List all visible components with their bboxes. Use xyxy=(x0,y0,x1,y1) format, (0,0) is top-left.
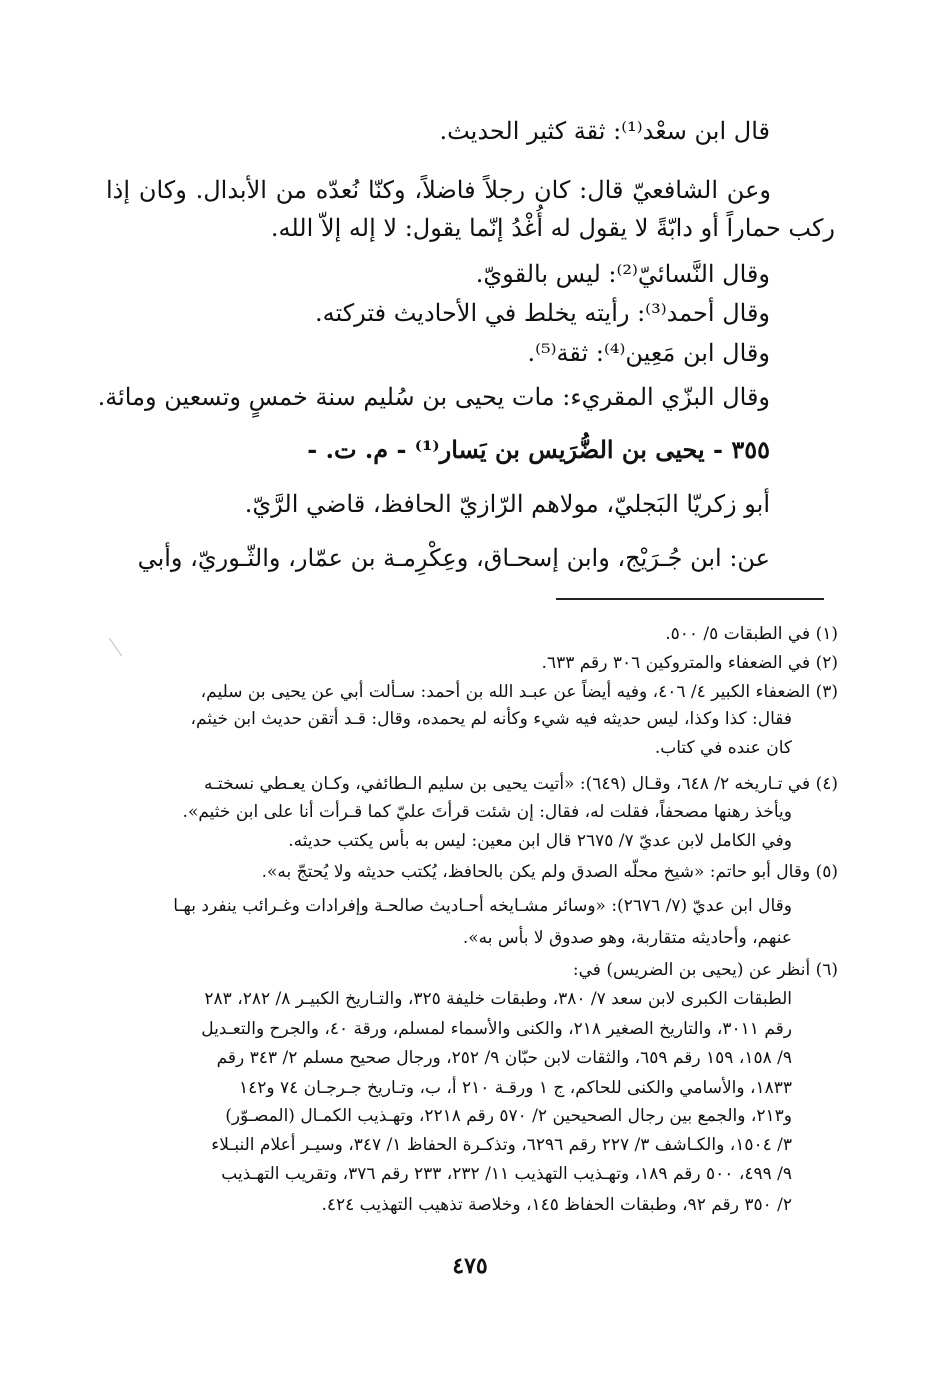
body-line: وقال ابن مَعِين⁽⁴⁾: ثقة⁽⁵⁾. xyxy=(527,339,770,367)
footnote-line: ٢/ ٣٥٠ رقم ٩٢، وطبقات الحفاظ ١٤٥، وخلاصة تذهيب التهذيب ٤٢٤. xyxy=(321,1195,792,1215)
body-line: وقال البزّي المقريء: مات يحيى بن سُليم سنة خمسٍ وتسعين ومائة. xyxy=(97,383,770,411)
footnote-line: الطبقات الكبرى لابن سعد ٧/ ٣٨٠، وطبقات خليفة ٣٢٥، والتـاريخ الكبيـر ٨/ ٢٨٢، ٢٨٣ xyxy=(204,989,792,1009)
footnote-line: كان عنده في كتاب. xyxy=(654,738,792,758)
footnote-line: (٦) أنظر عن (يحيى بن الضريس) في: xyxy=(572,960,838,980)
footnote-line: ٩/ ١٥٨، ١٥٩ رقم ٦٥٩، والثقات لابن حبّان ٩/ ٢٥٢، ورجال صحيح مسلم ٢/ ٣٤٣ رقم xyxy=(216,1048,792,1068)
scan-mark xyxy=(109,638,122,657)
body-line: وعن الشافعيّ قال: كان رجلاً فاضلاً، وكنّا نُعدّه من الأبدال. وكان إذا xyxy=(106,176,771,204)
page-number: ٤٧٥ xyxy=(452,1253,488,1279)
entry-heading: ٣٥٥ - يحيى بن الضُّرَيس بن يَسار⁽¹⁾ - م. ت. - xyxy=(307,435,770,464)
body-line: عن: ابن جُـرَيْج، وابن إسحـاق، وعِكْرِمـة بن عمّار، والثّـوريّ، وأبي xyxy=(137,544,770,572)
footnote-line: رقم ٣٠١١، والتاريخ الصغير ٢١٨، والكنى والأسماء لمسلم، ورقة ٤٠، والجرح والتعـديل xyxy=(201,1019,792,1039)
footnote-line: (٣) الضعفاء الكبير ٤/ ٤٠٦، وفيه أيضاً عن عبـد الله بن أحمد: سـألت أبي عن يحيى بن سليم، xyxy=(200,682,838,702)
footnote-line: ٣/ ١٥٠٤، والكـاشف ٣/ ٢٢٧ رقم ٦٢٩٦، وتذكـرة الحفاظ ١/ ٣٤٧، وسيـر أعلام النبـلاء xyxy=(211,1135,792,1155)
footnote-line: (١) في الطبقات ٥/ ٥٠٠. xyxy=(665,624,838,644)
footnote-line: عنهم، وأحاديثه متقاربة، وهو صدوق لا بأس به». xyxy=(462,928,792,948)
footnote-line: ٩/ ٤٩٩، ٥٠٠ رقم ١٨٩، وتهـذيب التهذيب ١١/ ٢٣٢، ٢٣٣ رقم ٣٧٦، وتقريب التهـذيب xyxy=(221,1164,792,1184)
footnote-line: (٤) في تـاريخه ٢/ ٦٤٨، وقـال (٦٤٩): «أتيت يحيى بن سليم الـطائفي، وكـان يعـطي نسختـه xyxy=(203,774,838,794)
footnote-line: فقال: كذا وكذا، ليس حديثه فيه شيء وكأنه لم يحمده، وقال: قـد أتقن حديث ابن خيثم، xyxy=(190,709,792,729)
footnote-line: وفي الكامل لابن عديّ ٧/ ٢٦٧٥ قال ابن معين: ليس به بأس يكتب حديثه. xyxy=(288,831,792,851)
footnote-line: و٢١٣، والجمع بين رجال الصحيحين ٢/ ٥٧٠ رقم ٢٢١٨، وتهـذيب الكمـال (المصـوّر) xyxy=(225,1106,792,1126)
footnote-separator xyxy=(556,598,824,600)
body-line: قال ابن سعْد⁽¹⁾: ثقة كثير الحديث. xyxy=(439,117,770,145)
footnote-line: ويأخذ رهنها مصحفاً، فقلت له، فقال: إن شئت قرأتَ عليّ كما قـرأت أنا على ابن خثيم». xyxy=(182,802,792,822)
footnote-line: (٢) في الضعفاء والمتروكين ٣٠٦ رقم ٦٣٣. xyxy=(541,653,838,673)
footnote-line: ١٨٣٣، والأسامي والكنى للحاكم، ج ١ ورقـة ٢١٠ أ، ب، وتـاريخ جـرجـان ٧٤ و١٤٢ xyxy=(238,1078,792,1098)
body-line: أبو زكريّا البَجليّ، مولاهم الرّازيّ الحافظ، قاضي الرَّيّ. xyxy=(244,490,770,518)
footnote-line: وقال ابن عديّ (٧/ ٢٦٧٦): «وسائر مشـايخه أحـاديث صالحـة وإفرادات وغـرائب ينفرد بهـا xyxy=(173,896,792,916)
footnote-line: (٥) وقال أبو حاتم: «شيخ محلّه الصدق ولم يكن بالحافظ، يُكتب حديثه ولا يُحتجّ به». xyxy=(261,862,838,882)
body-line: ركب حماراً أو دابّةً لا يقول له أُغْدُ إنّما يقول: لا إله إلاّ الله. xyxy=(270,214,835,242)
body-line: وقال أحمد⁽³⁾: رأيته يخلط في الأحاديث فتركته. xyxy=(314,299,770,327)
body-line: وقال النَّسائيّ⁽²⁾: ليس بالقويّ. xyxy=(475,260,770,288)
